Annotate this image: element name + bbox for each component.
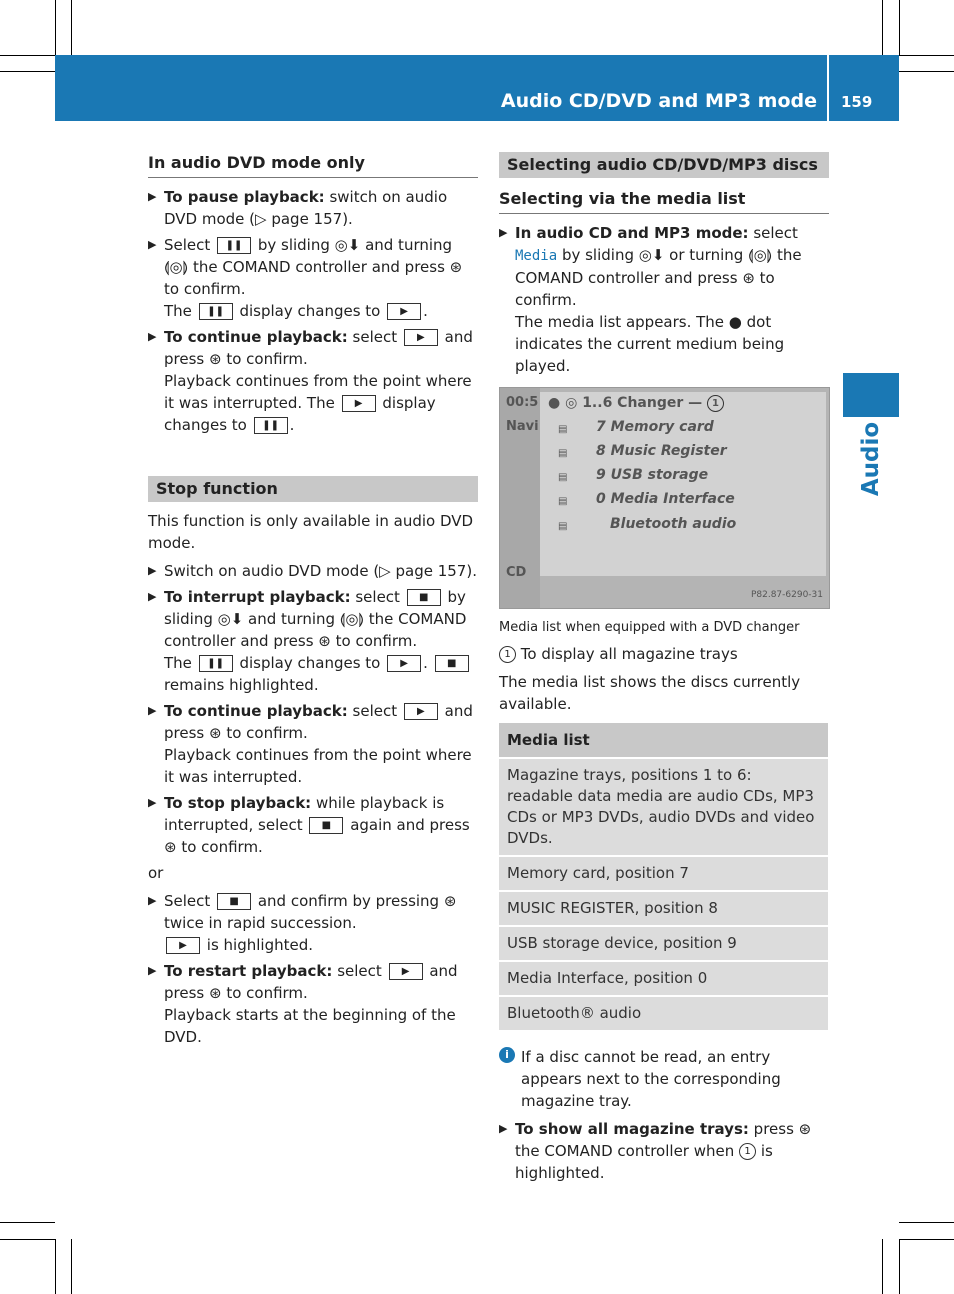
instruction-step <box>499 222 829 377</box>
instruction-step <box>148 560 478 582</box>
side-label-text: Audio <box>858 421 884 497</box>
step-label: To pause playback: <box>164 188 325 206</box>
media-interface-icon: ▤ <box>558 496 568 507</box>
step-text: display changes to <box>164 394 436 434</box>
arrow-icon: ▶ <box>148 238 157 251</box>
stop-icon: ■ <box>309 817 343 834</box>
table-header: Media list <box>499 723 828 758</box>
info-icon: i <box>499 1047 515 1063</box>
stop-icon: ■ <box>407 589 441 606</box>
section-heading-bar: Selecting audio CD/DVD/MP3 discs <box>499 152 829 178</box>
step-label: To show all magazine trays: <box>515 1120 749 1138</box>
step-text: Select <box>164 236 211 254</box>
instruction-step <box>148 326 478 436</box>
crop-mark <box>899 1239 954 1240</box>
pause-icon: ❚❚ <box>199 303 233 320</box>
instruction-step <box>148 890 478 956</box>
step-text: press ⊛ the COMAND controller when <box>515 1120 812 1160</box>
screen-row: 9 USB storage <box>596 467 709 483</box>
crop-mark <box>882 1239 883 1294</box>
screen-ref: P82.87-6290-31 <box>750 590 823 600</box>
side-label <box>857 421 885 497</box>
figure-caption: Media list when equipped with a DVD changer <box>499 620 800 635</box>
step-text: and press ⊛ to confirm. <box>164 702 473 742</box>
step-text: Playback continues from the point where it was interrupted. The <box>164 372 472 412</box>
crop-mark <box>55 0 56 55</box>
arrow-icon: ▶ <box>148 590 157 603</box>
music-register-icon: ▤ <box>558 448 568 459</box>
page-header <box>55 55 899 121</box>
table-row: Media Interface, position 0 <box>499 961 828 996</box>
step-text: by sliding ◎⬇ and turning ⟬◎⟭ the COMAND controller and press ⊛ to confirm. <box>164 588 467 650</box>
play-icon: ▶ <box>387 303 421 320</box>
paragraph: The media list shows the discs currently available. <box>499 673 801 713</box>
step-text: select <box>355 588 400 606</box>
callout-1: 1 <box>739 1143 756 1160</box>
crop-mark <box>0 1239 55 1240</box>
crop-mark <box>899 0 900 55</box>
bluetooth-icon: ▤ <box>558 521 568 532</box>
step-text: is highlighted. <box>206 936 313 954</box>
step-text: . <box>423 302 428 320</box>
instruction-step <box>499 1118 829 1184</box>
screen-row: 8 Music Register <box>596 443 727 459</box>
table-row: Magazine trays, positions 1 to 6: readable data media are audio CDs, MP3 CDs or MP3 DVDs, audio DVDs and video DVDs. <box>499 758 828 856</box>
step-text: . <box>423 654 428 672</box>
step-text: is highlighted. <box>515 1142 773 1182</box>
info-note <box>499 1046 829 1112</box>
step-label: To restart playback: <box>164 962 333 980</box>
play-icon: ▶ <box>404 329 438 346</box>
crop-mark <box>899 1239 900 1294</box>
left-column <box>148 152 478 1052</box>
crop-mark <box>899 1222 954 1223</box>
legend-text: To display all magazine trays <box>520 645 738 663</box>
stop-icon: ■ <box>435 655 469 672</box>
table-row: USB storage device, position 9 <box>499 926 828 961</box>
step-text: Select <box>164 892 211 910</box>
step-label: In audio CD and MP3 mode: <box>515 224 749 242</box>
arrow-icon: ▶ <box>148 964 157 977</box>
step-text: Playback starts at the beginning of the DVD. <box>164 1006 456 1046</box>
spacer <box>148 440 478 476</box>
table-row: Bluetooth® audio <box>499 996 828 1031</box>
changer-label: 1..6 Changer <box>582 395 684 411</box>
header-divider <box>827 55 829 121</box>
play-icon: ▶ <box>404 703 438 720</box>
crop-mark <box>71 0 72 55</box>
step-text: while playback is interrupted, select <box>164 794 445 834</box>
right-column <box>499 152 829 1188</box>
step-text: and press ⊛ to confirm. <box>164 328 473 368</box>
step-text: by sliding ◎⬇ and turning ⟬◎⟭ the COMAND controller and press ⊛ to confirm. <box>164 236 463 298</box>
info-text: If a disc cannot be read, an entry appears next to the corresponding magazine tray. <box>521 1048 781 1110</box>
step-text: select <box>753 224 798 242</box>
instruction-step <box>148 700 478 788</box>
step-label: To interrupt playback: <box>164 588 351 606</box>
crop-mark <box>0 55 55 56</box>
media-list-screenshot <box>499 387 830 609</box>
step-text: display changes to <box>239 302 381 320</box>
step-text: and confirm by pressing ⊛ twice in rapid succession. <box>164 892 457 932</box>
memory-card-icon: ▤ <box>558 424 568 435</box>
media-list-table <box>499 723 828 1032</box>
menu-item-media: Media <box>515 248 558 264</box>
arrow-icon: ▶ <box>148 564 157 577</box>
page-number: 159 <box>841 93 873 111</box>
instruction-step <box>148 960 478 1048</box>
or-text: or <box>148 864 164 882</box>
step-text: select <box>352 328 398 346</box>
arrow-icon: ▶ <box>148 330 157 343</box>
intro-text: This function is only available in audio DVD mode. <box>148 512 474 552</box>
section-heading: In audio DVD mode only <box>148 152 478 178</box>
screen-changer-row: ● ◎ 1..6 Changer — 1 <box>548 392 724 414</box>
step-text: select <box>337 962 382 980</box>
table-row: Memory card, position 7 <box>499 856 828 891</box>
subsection-heading: Selecting via the media list <box>499 188 829 214</box>
step-text: select <box>352 702 398 720</box>
step-text: The <box>164 302 192 320</box>
crop-mark <box>0 1222 55 1223</box>
crop-mark <box>899 71 954 72</box>
usb-icon: ▤ <box>558 472 568 483</box>
section-heading-bar: Stop function <box>148 476 478 502</box>
screen-time: 00:5 <box>506 395 539 410</box>
step-text: Switch on audio DVD mode (▷ page 157). <box>164 562 477 580</box>
stop-icon: ■ <box>217 893 251 910</box>
screen-navi: Navi <box>506 419 539 434</box>
crop-mark <box>71 1239 72 1294</box>
callout-1: 1 <box>499 646 516 663</box>
step-text: remains highlighted. <box>164 676 319 694</box>
page-title: Audio CD/DVD and MP3 mode <box>500 90 817 112</box>
instruction-step <box>148 792 478 858</box>
step-text: display changes to <box>239 654 381 672</box>
step-text: again and press ⊛ to confirm. <box>164 816 470 856</box>
screen-row: 7 Memory card <box>596 419 714 435</box>
step-text: . <box>289 416 295 434</box>
screen-row: Bluetooth audio <box>610 516 737 532</box>
legend-item <box>499 643 829 665</box>
step-text: The <box>164 654 192 672</box>
pause-icon: ❚❚ <box>199 655 233 672</box>
instruction-step <box>148 234 478 322</box>
step-label: To stop playback: <box>164 794 312 812</box>
arrow-icon: ▶ <box>148 894 157 907</box>
side-tab <box>843 373 899 417</box>
callout-1: 1 <box>707 395 724 412</box>
crop-mark <box>55 1239 56 1294</box>
step-text: The media list appears. The ● dot indicates the current medium being played. <box>515 313 785 375</box>
arrow-icon: ▶ <box>499 226 508 239</box>
crop-mark <box>899 55 954 56</box>
arrow-icon: ▶ <box>148 190 157 203</box>
instruction-step <box>148 186 478 230</box>
step-text: Playback continues from the point where it was interrupted. <box>164 746 472 786</box>
arrow-icon: ▶ <box>499 1122 508 1135</box>
play-icon: ▶ <box>389 963 423 980</box>
step-text: switch on audio DVD mode (▷ page 157). <box>164 188 448 228</box>
instruction-step <box>148 586 478 696</box>
table-row: MUSIC REGISTER, position 8 <box>499 891 828 926</box>
crop-mark <box>0 71 55 72</box>
play-icon: ▶ <box>342 395 376 412</box>
arrow-icon: ▶ <box>148 796 157 809</box>
crop-mark <box>882 0 883 55</box>
play-icon: ▶ <box>166 937 200 954</box>
step-text: by sliding ◎⬇ or turning ⟬◎⟭ the COMAND controller and press ⊛ to confirm. <box>515 246 802 309</box>
arrow-icon: ▶ <box>148 704 157 717</box>
pause-icon: ❚❚ <box>254 417 288 434</box>
play-icon: ▶ <box>387 655 421 672</box>
screen-cd: CD <box>506 565 527 580</box>
pause-icon: ❚❚ <box>217 237 251 254</box>
step-label: To continue playback: <box>164 702 348 720</box>
step-text: and press ⊛ to confirm. <box>164 962 458 1002</box>
screen-row: 0 Media Interface <box>596 491 735 507</box>
step-label: To continue playback: <box>164 328 348 346</box>
